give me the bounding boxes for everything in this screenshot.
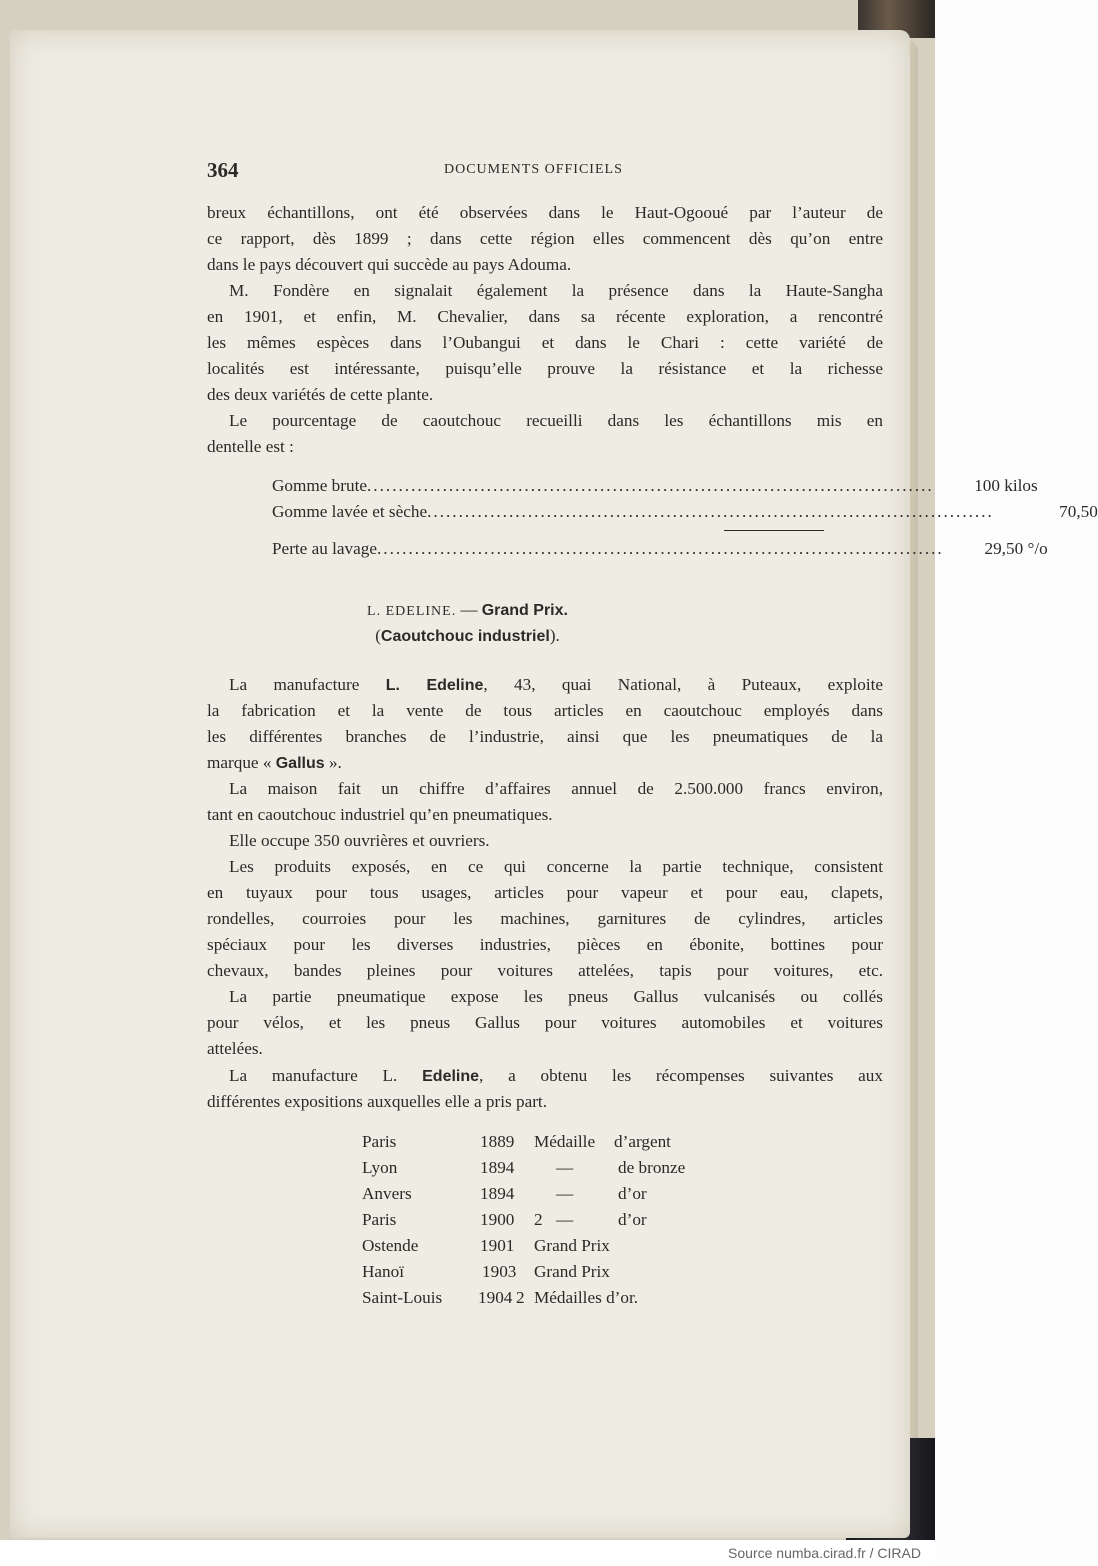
award-kind: d’or <box>618 1210 647 1229</box>
category-title: Caoutchouc industriel <box>380 628 550 645</box>
text-line: La maison fait un chiffre d’affaires annuel de 2.500.000 francs environ, <box>229 779 883 798</box>
text-line: ce rapport, dès 1899 ; dans cette région elles commencent dès qu’on entre <box>207 229 883 248</box>
text-line: pour vélos, et les pneus Gallus pour voitures automobiles et voitures <box>207 1013 883 1032</box>
text-line: localités est intéressante, puisqu’elle prouve la résistance et la richesse <box>207 359 883 378</box>
award-city: Hanoï <box>362 1262 405 1281</box>
company-name: L. Edeline <box>385 677 484 694</box>
award-city: Paris <box>362 1132 397 1151</box>
dot-leader: .......................................................................................... <box>367 476 934 495</box>
text-line: dentelle est : <box>207 437 294 456</box>
section-subheading: (Caoutchouc industriel). <box>375 626 560 645</box>
award-medal: — <box>556 1210 574 1229</box>
award-kind: d’argent <box>614 1132 671 1151</box>
text-line: spéciaux pour les diverses industries, pièces en ébonite, bottines pour <box>207 935 883 954</box>
text-line: les mêmes espèces dans l’Oubangui et dans le Chari : cette variété de <box>207 333 883 352</box>
row-label: Gomme lavée et sèche <box>272 502 428 521</box>
brand-name: Gallus <box>275 755 325 772</box>
award-year: 1900 <box>480 1210 515 1229</box>
award-count: 2 <box>534 1210 543 1229</box>
company-name: Edeline <box>422 1068 480 1085</box>
text-run: La manufacture <box>229 675 386 694</box>
row-value: 29,50 °/o <box>984 539 1048 558</box>
award-year: 1903 <box>482 1262 517 1281</box>
text-line: M. Fondère en signalait également la présence dans la Haute-Sangha <box>229 281 883 300</box>
award-medal: — <box>556 1158 574 1177</box>
section-heading <box>0 600 935 620</box>
award-medal: Grand Prix <box>534 1236 610 1255</box>
text-line: différentes expositions auxquelles elle a pris part. <box>207 1092 547 1111</box>
row-label: Gomme brute <box>272 476 367 495</box>
rubber-row-washed <box>272 499 1098 525</box>
award-medal: — <box>556 1184 574 1203</box>
row-value: 70,50 <box>1059 502 1098 521</box>
sum-rule <box>724 530 824 531</box>
award-count: 2 <box>516 1288 525 1307</box>
award-medal: Grand Prix <box>534 1262 610 1281</box>
text-line: la fabrication et la vente de tous articles en caoutchouc employés dans <box>207 701 883 720</box>
source-credit: Source numba.cirad.fr / CIRAD <box>728 1545 921 1561</box>
award-kind: de bronze <box>618 1158 686 1177</box>
heading-dash: — <box>460 600 478 619</box>
text-line: breux échantillons, ont été observées dans le Haut-Ogooué par l’auteur de <box>207 203 883 222</box>
dot-leader: .......................................................................................... <box>427 502 994 521</box>
award-city: Anvers <box>362 1184 412 1203</box>
award-year: 1889 <box>480 1132 515 1151</box>
award-title: Grand Prix. <box>481 602 568 619</box>
text-run: La manufacture L. <box>229 1066 423 1085</box>
text-run: marque « <box>207 753 276 772</box>
text-line: attelées. <box>207 1039 263 1058</box>
text-line <box>229 1063 883 1090</box>
text-line: rondelles, courroies pour les machines, garnitures de cylindres, articles <box>207 909 883 928</box>
text-line: en 1901, et enfin, M. Chevalier, dans sa récente exploration, a rencontré <box>207 307 883 326</box>
text-line: Elle occupe 350 ouvrières et ouvriers. <box>229 831 490 850</box>
text-line: tant en caoutchouc industriel qu’en pneumatiques. <box>207 805 553 824</box>
row-value: 100 kilos <box>974 476 1038 495</box>
award-medal: Médailles d’or. <box>534 1288 639 1307</box>
award-year: 1894 <box>480 1158 515 1177</box>
rubber-row-raw <box>272 473 1038 499</box>
text-line: Les produits exposés, en ce qui concerne la partie technique, consistent <box>229 857 883 876</box>
award-city: Saint-Louis <box>362 1288 443 1307</box>
text-line <box>229 672 883 699</box>
exhibitor-name: L. EDELINE. <box>367 604 457 619</box>
text-line: La partie pneumatique expose les pneus Gallus vulcanisés ou collés <box>229 987 883 1006</box>
text-run: , 43, quai National, à Puteaux, exploite <box>483 675 884 694</box>
page-number: 364 <box>207 158 239 182</box>
text-line: en tuyaux pour tous usages, articles pour vapeur et pour eau, clapets, <box>207 883 883 902</box>
text-line: chevaux, bandes pleines pour voitures attelées, tapis pour voitures, etc. <box>207 961 883 980</box>
running-title: DOCUMENTS OFFICIELS <box>444 162 623 177</box>
text-run: , a obtenu les récompenses suivantes aux <box>479 1066 883 1085</box>
text-run: ». <box>324 753 342 772</box>
dot-leader: .......................................................................................... <box>376 539 944 558</box>
award-city: Lyon <box>362 1158 398 1177</box>
text-line: dans le pays découvert qui succède au pays Adouma. <box>207 255 572 274</box>
text-line <box>207 750 883 777</box>
award-year: 1904 <box>478 1288 513 1307</box>
text-line: les différentes branches de l’industrie, ainsi que les pneumatiques de la <box>207 727 883 746</box>
text-line: des deux variétés de cette plante. <box>207 385 434 404</box>
award-medal: Médaille <box>534 1132 596 1151</box>
text-line: Le pourcentage de caoutchouc recueilli dans les échantillons mis en <box>229 411 883 430</box>
award-year: 1894 <box>480 1184 515 1203</box>
rubber-row-loss <box>272 536 1048 562</box>
award-city: Ostende <box>362 1236 419 1255</box>
row-label: Perte au lavage <box>272 539 377 558</box>
award-year: 1901 <box>480 1236 515 1255</box>
award-city: Paris <box>362 1210 397 1229</box>
award-kind: d’or <box>618 1184 647 1203</box>
